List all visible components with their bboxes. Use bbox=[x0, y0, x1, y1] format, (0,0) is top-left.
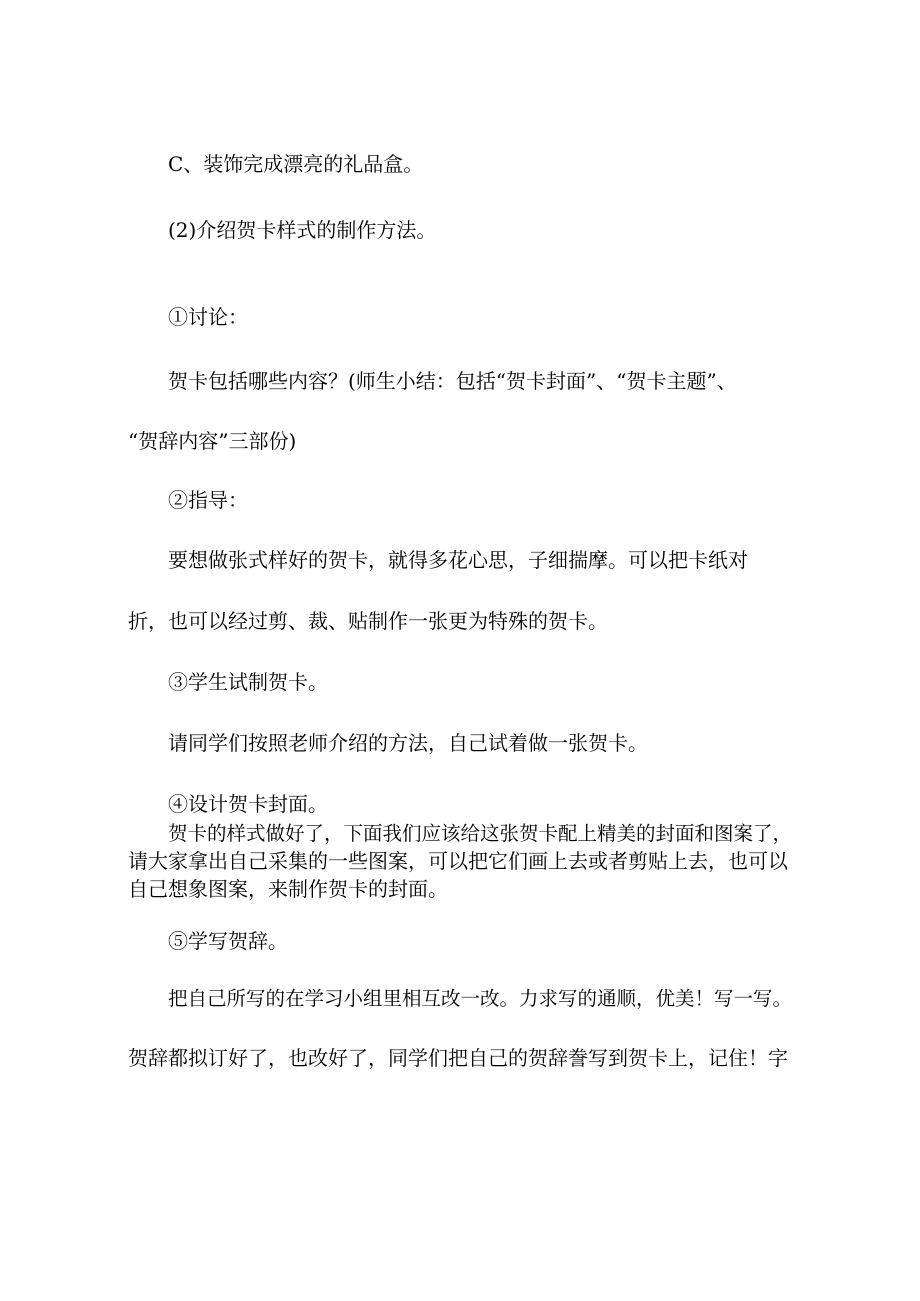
text-line-greeting-heading: ⑤学写贺辞。 bbox=[168, 929, 288, 953]
text-line-option-c: C、装饰完成漂亮的礼品盒。 bbox=[168, 152, 424, 176]
text-line-greeting-body-2: 贺辞都拟订好了，也改好了，同学们把自己的贺辞誊写到贺卡上，记住！字 bbox=[128, 1046, 788, 1070]
text-line-cover-body-2: 请大家拿出自己采集的一些图案，可以把它们画上去或者剪贴上去，也可以 bbox=[128, 849, 788, 873]
text-line-cover-body-3: 自己想象图案，来制作贺卡的封面。 bbox=[128, 877, 448, 901]
text-line-greeting-body-1: 把自己所写的在学习小组里相互改一改。力求写的通顺，优美！写一写。 bbox=[168, 987, 793, 1010]
text-line-cover-heading: ④设计贺卡封面。 bbox=[168, 792, 328, 816]
text-line-discussion-body-2: “贺辞内容”三部份) bbox=[128, 429, 297, 453]
text-line-guidance-body-2: 折，也可以经过剪、裁、贴制作一张更为特殊的贺卡。 bbox=[128, 609, 608, 633]
text-line-trial-heading: ③学生试制贺卡。 bbox=[168, 670, 328, 694]
text-line-guidance-body-1: 要想做张式样好的贺卡，就得多花心思，子细揣摩。可以把卡纸对 bbox=[168, 548, 748, 572]
text-line-guidance-heading: ②指导： bbox=[168, 488, 248, 512]
text-line-step-2-heading: (2)介绍贺卡样式的制作方法。 bbox=[168, 218, 437, 242]
text-line-cover-body-1: 贺卡的样式做好了，下面我们应该给这张贺卡配上精美的封面和图案了， bbox=[168, 822, 793, 845]
text-line-trial-body: 请同学们按照老师介绍的方法，自己试着做一张贺卡。 bbox=[168, 731, 648, 755]
text-line-discussion-heading: ①讨论： bbox=[168, 305, 248, 329]
text-line-discussion-body-1: 贺卡包括哪些内容？(师生小结：包括“贺卡封面”、“贺卡主题”、 bbox=[168, 369, 737, 393]
